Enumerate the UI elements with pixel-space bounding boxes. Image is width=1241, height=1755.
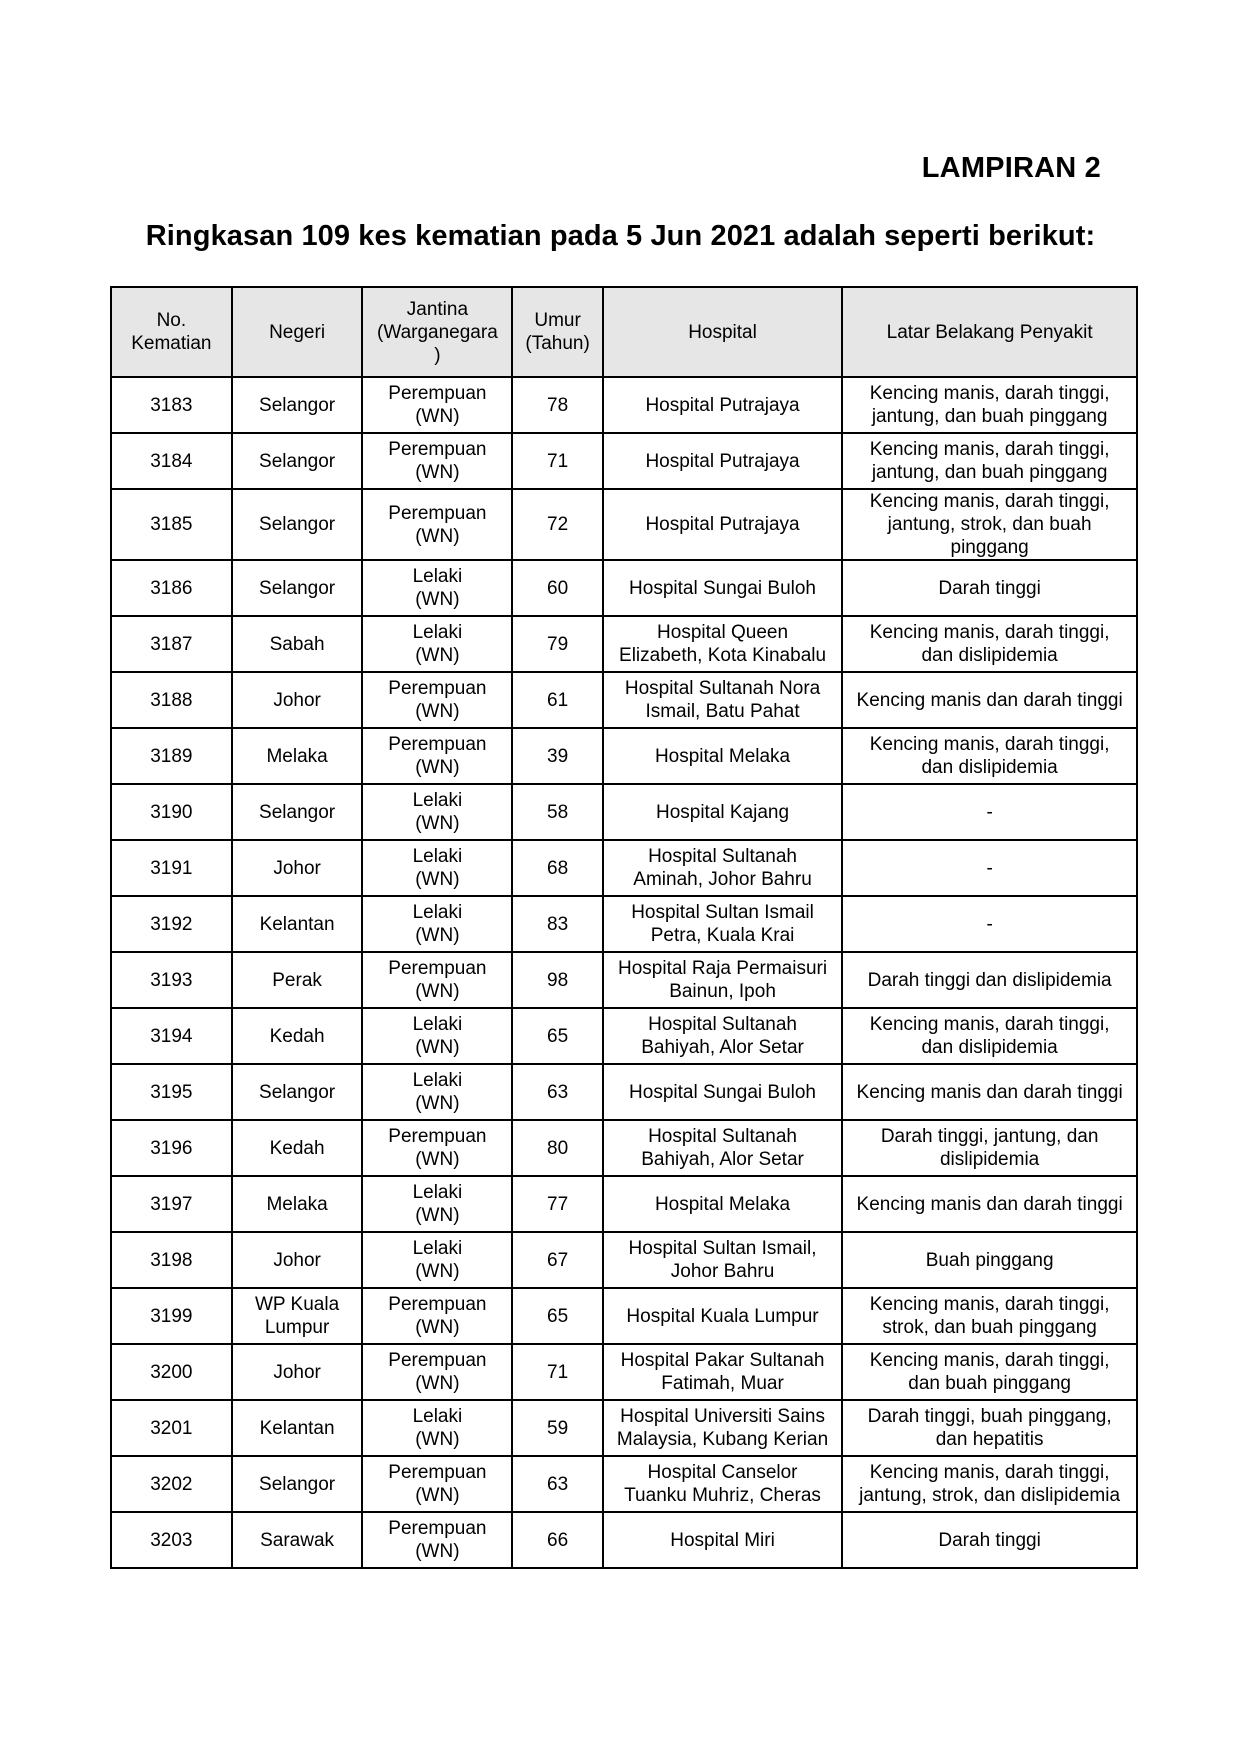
table-row [111,1120,1137,1176]
table-row [111,728,1137,784]
cell-umur: 98 [512,952,603,1008]
cell-latar-belakang: Kencing manis, darah tinggi, jantung, dan buah pinggang [842,377,1137,433]
cell-no-kematian: 3201 [111,1400,232,1456]
cell-hospital: Hospital Sultan Ismail Petra, Kuala Krai [603,896,842,952]
header-hospital: Hospital [603,287,842,377]
table-row [111,1456,1137,1512]
cell-no-kematian: 3184 [111,433,232,489]
cell-negeri: Selangor [232,1456,363,1512]
cell-umur: 65 [512,1288,603,1344]
cell-negeri: Perak [232,952,363,1008]
table-row [111,489,1137,560]
cell-umur: 71 [512,1344,603,1400]
cell-jantina: Lelaki (WN) [362,896,512,952]
cell-umur: 63 [512,1456,603,1512]
cell-latar-belakang: Kencing manis, darah tinggi, jantung, strok, dan dislipidemia [842,1456,1137,1512]
cell-umur: 63 [512,1064,603,1120]
cell-hospital: Hospital Melaka [603,1176,842,1232]
cell-latar-belakang: Kencing manis, darah tinggi, jantung, dan buah pinggang [842,433,1137,489]
cell-hospital: Hospital Sultanah Bahiyah, Alor Setar [603,1008,842,1064]
cell-hospital: Hospital Kajang [603,784,842,840]
cell-no-kematian: 3203 [111,1512,232,1568]
cell-negeri: WP Kuala Lumpur [232,1288,363,1344]
cell-no-kematian: 3190 [111,784,232,840]
cell-umur: 58 [512,784,603,840]
cell-latar-belakang: Kencing manis, darah tinggi, dan dislipidemia [842,728,1137,784]
cell-hospital: Hospital Pakar Sultanah Fatimah, Muar [603,1344,842,1400]
cell-jantina: Lelaki (WN) [362,784,512,840]
cell-no-kematian: 3193 [111,952,232,1008]
cell-negeri: Johor [232,672,363,728]
cell-jantina: Perempuan (WN) [362,377,512,433]
cell-umur: 72 [512,489,603,560]
cell-no-kematian: 3191 [111,840,232,896]
cell-jantina: Perempuan (WN) [362,952,512,1008]
cell-negeri: Johor [232,1344,363,1400]
cell-no-kematian: 3195 [111,1064,232,1120]
header-negeri: Negeri [232,287,363,377]
cell-negeri: Melaka [232,1176,363,1232]
cell-no-kematian: 3185 [111,489,232,560]
cell-no-kematian: 3188 [111,672,232,728]
cell-umur: 71 [512,433,603,489]
cell-latar-belakang: Darah tinggi [842,560,1137,616]
cell-hospital: Hospital Sultanah Nora Ismail, Batu Pahat [603,672,842,728]
cell-jantina: Perempuan (WN) [362,1512,512,1568]
cell-hospital: Hospital Putrajaya [603,433,842,489]
cell-negeri: Selangor [232,784,363,840]
table-row [111,896,1137,952]
cell-jantina: Lelaki (WN) [362,1064,512,1120]
cell-no-kematian: 3200 [111,1344,232,1400]
table-row [111,1344,1137,1400]
cell-latar-belakang: Darah tinggi [842,1512,1137,1568]
cell-latar-belakang: - [842,896,1137,952]
cell-umur: 67 [512,1232,603,1288]
cell-negeri: Melaka [232,728,363,784]
cell-jantina: Perempuan (WN) [362,1344,512,1400]
cell-latar-belakang: Kencing manis, darah tinggi, dan dislipidemia [842,616,1137,672]
cell-negeri: Selangor [232,1064,363,1120]
header-latar-belakang: Latar Belakang Penyakit [842,287,1137,377]
cell-jantina: Lelaki (WN) [362,1400,512,1456]
cell-jantina: Perempuan (WN) [362,489,512,560]
cell-latar-belakang: Kencing manis, darah tinggi, dan buah pinggang [842,1344,1137,1400]
cell-hospital: Hospital Miri [603,1512,842,1568]
cell-latar-belakang: Kencing manis, darah tinggi, jantung, strok, dan buah pinggang [842,489,1137,560]
cell-umur: 60 [512,560,603,616]
cell-jantina: Perempuan (WN) [362,728,512,784]
cell-latar-belakang: Darah tinggi, buah pinggang, dan hepatitis [842,1400,1137,1456]
table-body [111,377,1137,1568]
summary-title: Ringkasan 109 kes kematian pada 5 Jun 2021 adalah seperti berikut: [145,220,1096,252]
cell-umur: 77 [512,1176,603,1232]
cell-umur: 68 [512,840,603,896]
deaths-table [110,286,1138,1569]
cell-no-kematian: 3194 [111,1008,232,1064]
cell-negeri: Kelantan [232,896,363,952]
cell-hospital: Hospital Kuala Lumpur [603,1288,842,1344]
table-row [111,840,1137,896]
cell-jantina: Lelaki (WN) [362,560,512,616]
cell-hospital: Hospital Putrajaya [603,377,842,433]
cell-latar-belakang: Darah tinggi, jantung, dan dislipidemia [842,1120,1137,1176]
table-row [111,1008,1137,1064]
table-row [111,952,1137,1008]
cell-hospital: Hospital Universiti Sains Malaysia, Kubang Kerian [603,1400,842,1456]
table-row [111,1064,1137,1120]
cell-latar-belakang: Darah tinggi dan dislipidemia [842,952,1137,1008]
table-row [111,1512,1137,1568]
table-row [111,784,1137,840]
cell-no-kematian: 3192 [111,896,232,952]
cell-umur: 59 [512,1400,603,1456]
cell-hospital: Hospital Melaka [603,728,842,784]
cell-no-kematian: 3199 [111,1288,232,1344]
cell-hospital: Hospital Sungai Buloh [603,1064,842,1120]
cell-negeri: Kedah [232,1120,363,1176]
cell-hospital: Hospital Raja Permaisuri Bainun, Ipoh [603,952,842,1008]
table-row [111,616,1137,672]
cell-latar-belakang: Kencing manis, darah tinggi, dan dislipidemia [842,1008,1137,1064]
cell-no-kematian: 3189 [111,728,232,784]
appendix-label: LAMPIRAN 2 [921,152,1101,184]
cell-hospital: Hospital Sungai Buloh [603,560,842,616]
cell-umur: 66 [512,1512,603,1568]
cell-jantina: Perempuan (WN) [362,1456,512,1512]
cell-jantina: Lelaki (WN) [362,616,512,672]
cell-negeri: Selangor [232,560,363,616]
cell-jantina: Perempuan (WN) [362,1288,512,1344]
cell-negeri: Selangor [232,377,363,433]
cell-latar-belakang: Kencing manis, darah tinggi, strok, dan buah pinggang [842,1288,1137,1344]
cell-umur: 79 [512,616,603,672]
cell-latar-belakang: Buah pinggang [842,1232,1137,1288]
cell-jantina: Perempuan (WN) [362,672,512,728]
cell-latar-belakang: - [842,784,1137,840]
cell-jantina: Perempuan (WN) [362,1120,512,1176]
table-row [111,1176,1137,1232]
cell-umur: 83 [512,896,603,952]
cell-jantina: Lelaki (WN) [362,1176,512,1232]
cell-umur: 39 [512,728,603,784]
cell-negeri: Kedah [232,1008,363,1064]
cell-no-kematian: 3186 [111,560,232,616]
cell-umur: 80 [512,1120,603,1176]
cell-negeri: Johor [232,840,363,896]
cell-hospital: Hospital Canselor Tuanku Muhriz, Cheras [603,1456,842,1512]
cell-no-kematian: 3197 [111,1176,232,1232]
table-row [111,560,1137,616]
cell-jantina: Lelaki (WN) [362,840,512,896]
table-header-row [111,287,1137,377]
header-umur: Umur (Tahun) [512,287,603,377]
cell-umur: 65 [512,1008,603,1064]
cell-negeri: Kelantan [232,1400,363,1456]
cell-umur: 78 [512,377,603,433]
header-jantina: Jantina (Warganegara ) [362,287,512,377]
table-row [111,433,1137,489]
cell-negeri: Selangor [232,489,363,560]
cell-no-kematian: 3196 [111,1120,232,1176]
cell-hospital: Hospital Sultanah Aminah, Johor Bahru [603,840,842,896]
cell-umur: 61 [512,672,603,728]
cell-negeri: Selangor [232,433,363,489]
cell-jantina: Lelaki (WN) [362,1232,512,1288]
cell-latar-belakang: Kencing manis dan darah tinggi [842,1064,1137,1120]
table-row [111,377,1137,433]
cell-no-kematian: 3187 [111,616,232,672]
cell-no-kematian: 3183 [111,377,232,433]
cell-hospital: Hospital Putrajaya [603,489,842,560]
header-no-kematian: No. Kematian [111,287,232,377]
cell-negeri: Johor [232,1232,363,1288]
cell-negeri: Sabah [232,616,363,672]
cell-latar-belakang: - [842,840,1137,896]
cell-jantina: Perempuan (WN) [362,433,512,489]
table-row [111,1288,1137,1344]
table-row [111,1232,1137,1288]
table-row [111,1400,1137,1456]
cell-negeri: Sarawak [232,1512,363,1568]
cell-jantina: Lelaki (WN) [362,1008,512,1064]
cell-latar-belakang: Kencing manis dan darah tinggi [842,672,1137,728]
table-row [111,672,1137,728]
cell-hospital: Hospital Sultanah Bahiyah, Alor Setar [603,1120,842,1176]
cell-hospital: Hospital Queen Elizabeth, Kota Kinabalu [603,616,842,672]
cell-hospital: Hospital Sultan Ismail, Johor Bahru [603,1232,842,1288]
cell-no-kematian: 3198 [111,1232,232,1288]
cell-latar-belakang: Kencing manis dan darah tinggi [842,1176,1137,1232]
cell-no-kematian: 3202 [111,1456,232,1512]
